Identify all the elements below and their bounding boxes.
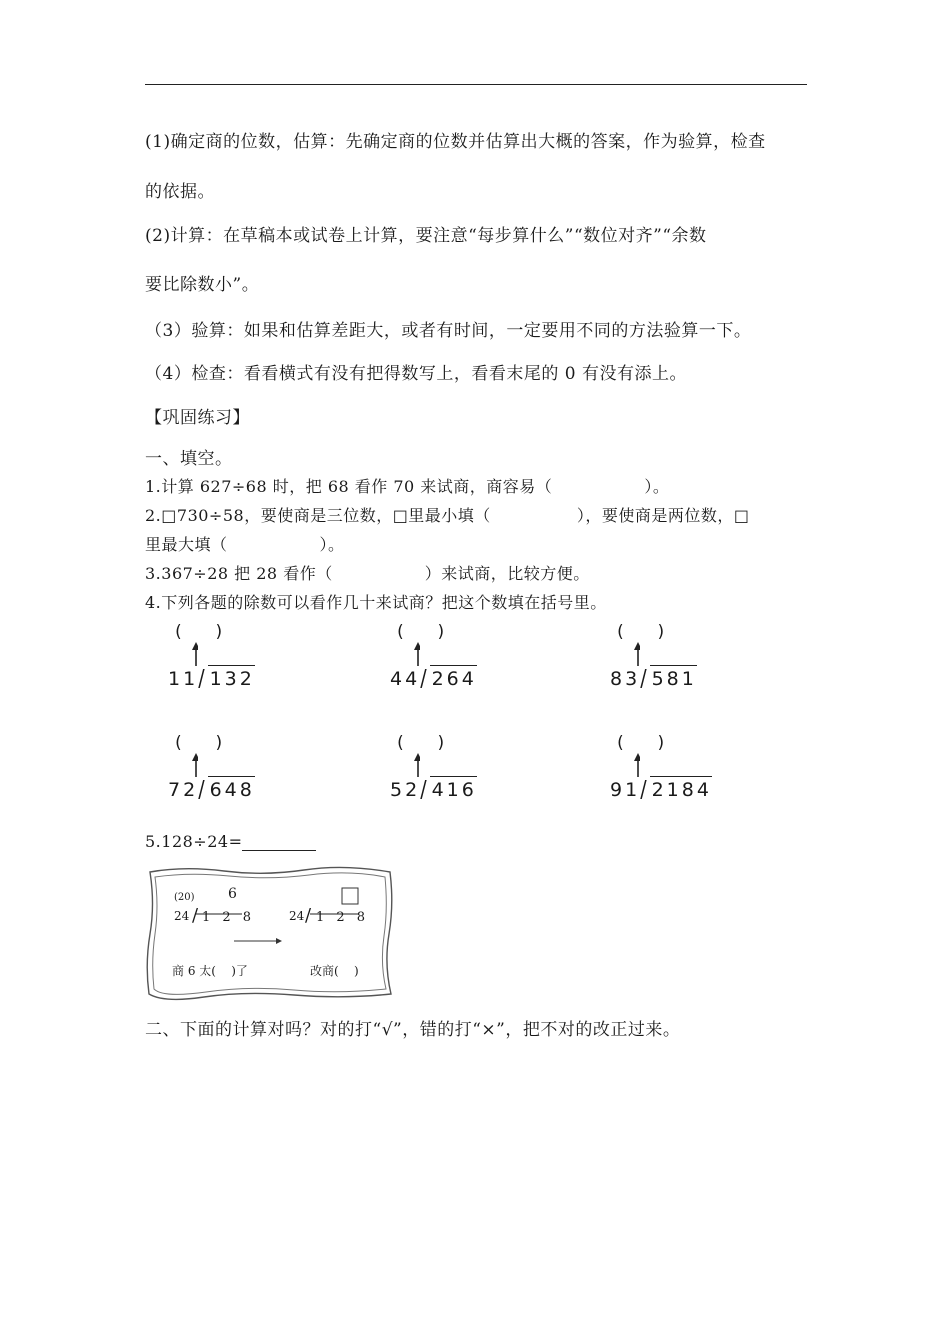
caption-left: 商 6 太( )了 — [172, 964, 248, 978]
q2-line1-before: 2.□730÷58，要使商是三位数，□里最小填（ — [145, 506, 491, 525]
question-2-line-1 — [145, 503, 749, 526]
division-bracket: / — [420, 776, 430, 804]
step-4: （4）检查：看看横式有没有把得数写上，看看末尾的 0 有没有添上。 — [145, 364, 687, 384]
q2-line1-after: ），要使商是两位数，□ — [576, 506, 750, 525]
question-3 — [145, 561, 590, 584]
division-bracket: / — [198, 665, 208, 693]
caption-right: 改商( ) — [310, 964, 359, 978]
division-problem-4 — [168, 733, 288, 813]
division-problem-5 — [390, 733, 510, 813]
question-4: 4.下列各题的除数可以看作几十来试商？把这个数填在括号里。 — [145, 593, 607, 612]
division-expression — [390, 776, 477, 804]
left-dividend: 1 2 8 — [202, 910, 256, 925]
division-expression — [610, 776, 712, 804]
q5-answer-line[interactable] — [242, 836, 316, 851]
division-problem-6 — [610, 733, 730, 813]
division-bracket: / — [420, 665, 430, 693]
divisor: 11 — [168, 668, 199, 690]
divisor: 72 — [168, 779, 199, 801]
division-problem-2 — [390, 622, 510, 702]
right-division-bracket: / — [305, 905, 312, 926]
division-expression — [168, 776, 255, 804]
up-arrow-icon — [610, 751, 640, 779]
division-problem-1 — [168, 622, 288, 702]
dividend: 264 — [430, 665, 477, 690]
division-expression — [168, 665, 255, 693]
division-problem-3 — [610, 622, 730, 702]
dividend: 2184 — [650, 776, 712, 801]
q3-before: 3.367÷28 把 28 看作（ — [145, 564, 333, 583]
dividend: 581 — [650, 665, 697, 690]
section-title: 【巩固练习】 — [145, 408, 250, 428]
up-arrow-icon — [168, 640, 198, 668]
q2-line2-before: 里最大填（ — [145, 535, 228, 554]
trial-label: (20) — [174, 892, 195, 903]
q5-text: 5.128÷24= — [145, 832, 243, 851]
answer-paren[interactable]: ( ) — [615, 733, 667, 753]
division-bracket: / — [640, 776, 650, 804]
answer-paren[interactable]: ( ) — [395, 622, 447, 642]
divisor: 83 — [610, 668, 641, 690]
trial-quotient-figure — [144, 864, 396, 1002]
answer-paren[interactable]: ( ) — [395, 733, 447, 753]
division-bracket: / — [640, 665, 650, 693]
part1-title: 一、填空。 — [145, 449, 233, 469]
up-arrow-icon — [168, 751, 198, 779]
left-divisor: 24 — [174, 909, 190, 923]
answer-paren[interactable]: ( ) — [173, 622, 225, 642]
up-arrow-icon — [610, 640, 640, 668]
right-dividend: 1 2 8 — [316, 910, 370, 925]
scroll-border — [144, 864, 396, 1002]
step-1-line-2: 的依据。 — [145, 182, 215, 202]
question-1 — [145, 474, 669, 497]
dividend: 648 — [208, 776, 255, 801]
part2-title: 二、下面的计算对吗？对的打“√”，错的打“×”，把不对的改正过来。 — [145, 1020, 681, 1040]
division-expression — [390, 665, 477, 693]
answer-paren[interactable]: ( ) — [173, 733, 225, 753]
dividend: 132 — [208, 665, 255, 690]
trial-quotient: 6 — [228, 886, 237, 902]
divisor: 52 — [390, 779, 421, 801]
step-2-line-2: 要比除数小”。 — [145, 275, 260, 295]
step-2-line-1: (2)计算：在草稿本或试卷上计算，要注意“每步算什么”“数位对齐”“余数 — [145, 226, 707, 246]
question-5 — [145, 832, 316, 851]
divisor: 44 — [390, 668, 421, 690]
division-expression — [610, 665, 697, 693]
q1-before: 1.计算 627÷68 时，把 68 看作 70 来试商，商容易（ — [145, 477, 553, 496]
right-divisor: 24 — [289, 909, 305, 923]
division-bracket: / — [198, 776, 208, 804]
question-2-line-2 — [145, 532, 345, 555]
up-arrow-icon — [390, 640, 420, 668]
dividend: 416 — [430, 776, 477, 801]
q1-after: ）。 — [644, 477, 670, 496]
header-rule — [145, 84, 807, 85]
step-3: （3）验算：如果和估算差距大，或者有时间，一定要用不同的方法验算一下。 — [145, 321, 752, 341]
step-1-line-1: (1)确定商的位数，估算：先确定商的位数并估算出大概的答案，作为验算，检查 — [145, 132, 766, 152]
left-division-bracket: / — [192, 905, 199, 926]
answer-paren[interactable]: ( ) — [615, 622, 667, 642]
q3-after: ）来试商，比较方便。 — [424, 564, 590, 583]
q2-line2-after: ）。 — [319, 535, 345, 554]
up-arrow-icon — [390, 751, 420, 779]
divisor: 91 — [610, 779, 641, 801]
